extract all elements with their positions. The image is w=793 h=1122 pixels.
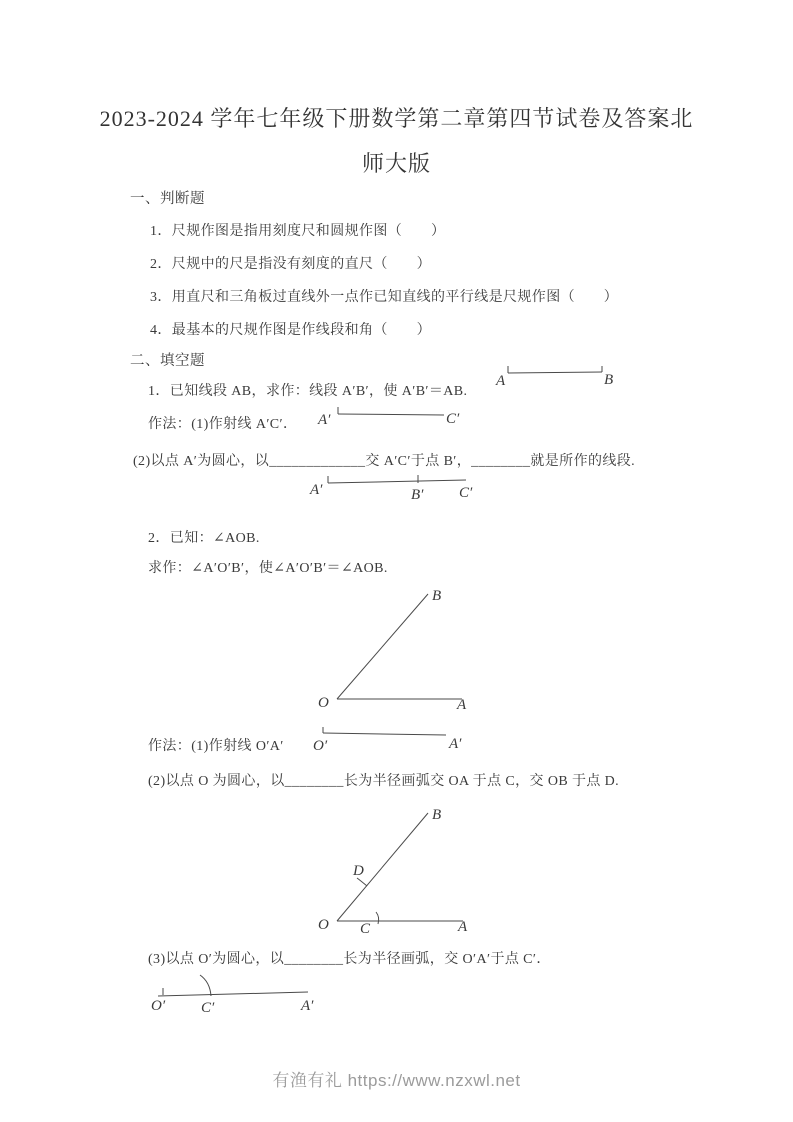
ray-o1c1a1-diagram [143,961,353,1019]
point-label-a-prime: A′ [449,736,462,752]
point-d-arc-tick [357,878,367,886]
segment-ab-diagram [478,360,623,390]
point-c-prime-arc [200,975,211,996]
ray-o1a1-diagram [306,722,476,754]
page-title-line1: 2023-2024 学年七年级下册数学第二章第四节试卷及答案北 [99,106,694,131]
ray-ob-line [337,594,428,699]
point-label-a-prime: A′ [301,998,314,1014]
fill-q2-step1-text: 作法：(1)作射线 O′A′ [148,739,284,754]
point-label-b: B [432,807,442,823]
ray-o1a1-line [158,992,308,996]
fill-q1-step1-text: 作法：(1)作射线 A′C′． [148,417,298,432]
footer-watermark: 有渔有礼 https://www.nzxwl.net [272,1071,521,1090]
point-label-a: A [496,373,506,389]
judgement-item-1: 1．尺规作图是指用刻度尺和圆规作图（ ） [150,224,446,239]
point-label-a-prime: A′ [310,482,323,498]
point-label-b: B [604,372,614,388]
section1-heading: 一、判断题 [130,191,205,207]
fill-q2-ask-text: 求作：∠A′O′B′，使∠A′O′B′＝∠AOB. [148,561,388,576]
point-label-o-prime: O′ [313,738,328,754]
ray-a1c1-diagram [308,402,478,430]
point-c-arc-tick [376,912,379,924]
fill-q1-step2-text: (2)以点 A′为圆心，以_____________交 A′C′于点 B′，________就是所作的线段. [133,454,636,469]
judgement-item-3: 3．用直尺和三角板过直线外一点作已知直线的平行线是尺规作图（ ） [150,290,619,305]
point-label-c: C [360,921,371,937]
ray-o1a1-line [323,733,446,735]
point-label-a: A [458,919,468,935]
point-label-c-prime: C′ [201,1000,215,1016]
point-label-a: A [457,697,467,713]
point-label-a-prime: A′ [318,412,331,428]
fill-q2-given-text: 2．已知：∠AOB. [148,531,260,546]
fill-q1-text: 1．已知线段 AB，求作：线段 A′B′，使 A′B′＝AB. [148,384,468,399]
page-title-line2: 师大版 [361,151,431,176]
segment-a1b1c1-diagram [301,466,491,504]
judgement-item-2: 2．尺规中的尺是指没有刻度的直尺（ ） [150,257,431,272]
point-label-b-prime: B′ [411,487,424,503]
point-label-b: B [432,588,442,604]
point-label-o-prime: O′ [151,998,166,1014]
ray-ob-line [337,813,428,921]
segment-ab-line [508,372,602,373]
point-label-c-prime: C′ [459,485,473,501]
point-label-d: D [353,863,364,879]
fill-q2-step3-text: (3)以点 O′为圆心，以________长为半径画弧，交 O′A′于点 C′． [148,952,551,967]
judgement-item-4: 4．最基本的尺规作图是作线段和角（ ） [150,323,431,338]
angle-aob-diagram [293,580,488,712]
segment-a1c1-line [328,480,466,483]
angle-aob-marked-diagram [293,800,488,937]
point-label-o: O [318,917,329,933]
point-label-c-prime: C′ [446,411,460,427]
fill-q2-step2-text: (2)以点 O 为圆心，以________长为半径画弧交 OA 于点 C，交 OB 于点 D. [148,774,620,789]
point-label-o: O [318,695,329,711]
ray-a1c1-line [338,414,444,415]
section2-heading: 二、填空题 [130,353,205,369]
